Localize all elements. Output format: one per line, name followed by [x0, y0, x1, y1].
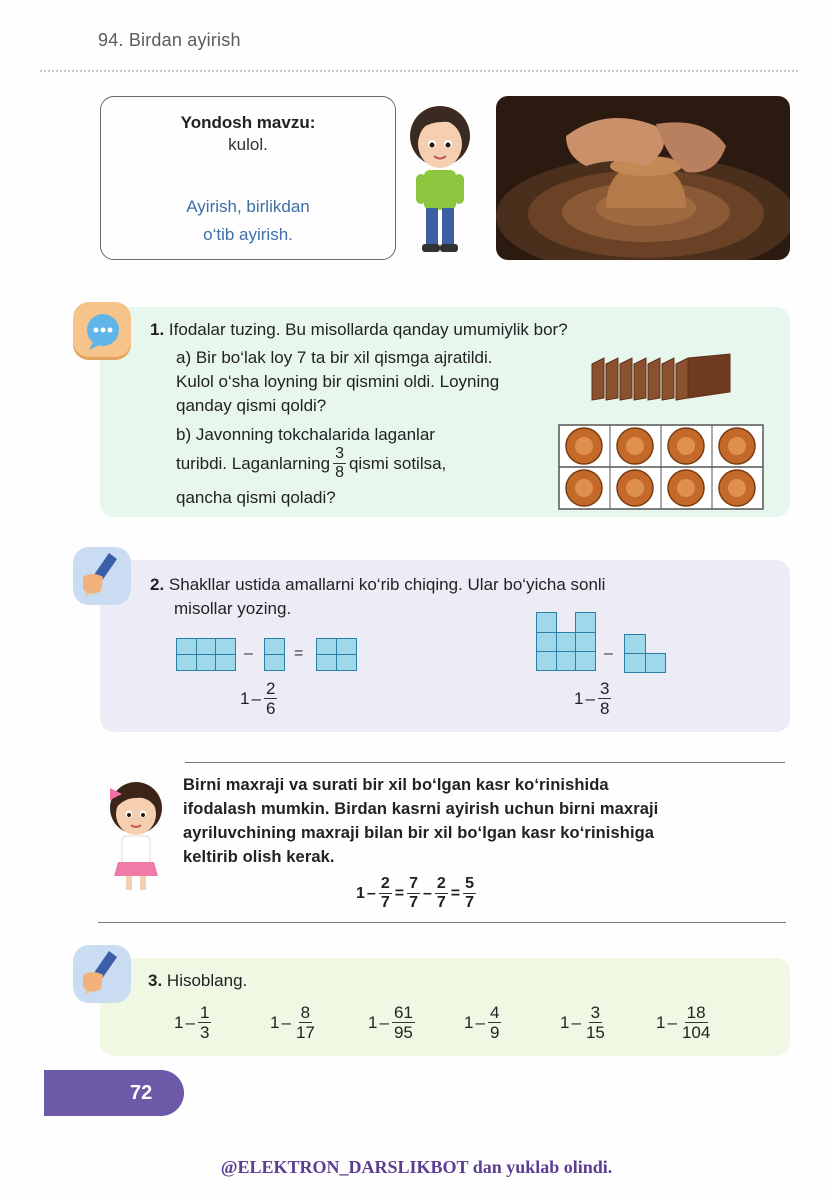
equals-sign: = [294, 645, 304, 662]
task-2-number: 2. [150, 575, 165, 594]
rule-line-1: Birni maxraji va surati bir xil bo‘lgan kasr ko‘rinishida [183, 776, 609, 794]
task-3-item-6: 1 – $\frac{18}{104}$ [656, 1003, 711, 1042]
task-1-b-line-2-a: turibdi. Laganlarning [176, 453, 331, 473]
shape-2x2-grid [316, 638, 356, 670]
fraction-three-eighths [333, 446, 346, 481]
chat-bubble-icon [73, 302, 131, 360]
fraction-numerator: 3 [335, 445, 344, 462]
task-3-item-2: 1 – $\frac{8}{17}$ [270, 1003, 315, 1042]
fraction-two-sixths: $\frac{2}{6}$ [265, 679, 276, 718]
clay-blocks-image [590, 352, 732, 402]
task-1-a-line-2: Kulol o‘sha loyning bir qismini oldi. Loyning [176, 372, 500, 391]
page-number-tab [44, 1070, 184, 1116]
task-1-number: 1. [150, 320, 165, 339]
pencil-hand-icon [73, 945, 131, 1003]
shape-staircase-grid [536, 612, 596, 672]
task-3-item-4: 1 – $\frac{4}{9}$ [464, 1003, 500, 1042]
pottery-photo [496, 96, 790, 260]
pencil-hand-icon [73, 547, 131, 605]
source-watermark: @ELEKTRON_DARSLIKBOT dan yuklab olindi. [220, 1157, 613, 1177]
header-divider [40, 70, 798, 72]
lesson-title: 94. Birdan ayirish [98, 30, 241, 50]
task-3-item-3: 1 – $\frac{61}{95}$ [368, 1003, 413, 1042]
rule-line-3: ayriluvchining maxraji bilan bir xil bo‘lgan kasr ko‘rinishiga [183, 824, 655, 842]
expression-2: 1 – $\frac{3}{8}$ [574, 679, 610, 718]
task-3-title [148, 969, 247, 993]
rule-line-2: ifodalash mumkin. Birdan kasrni ayirish uchun birni maxraji [183, 800, 659, 818]
task-1-b-line-2 [176, 446, 446, 481]
task-3-expressions [170, 1004, 750, 1048]
topic-description [101, 193, 395, 249]
task-2-line-1: Shakllar ustida amallarni ko‘rib chiqing. Ular bo‘yicha sonli [168, 575, 606, 594]
boy-illustration [402, 98, 478, 258]
minus-sign-2: – [604, 645, 613, 662]
girl-illustration [102, 778, 170, 894]
task-1-b-line-1: b) Javonning tokchalarida laganlar [176, 425, 435, 444]
task-3-number: 3. [148, 971, 163, 990]
fraction-three-eighths-2: $\frac{3}{8}$ [599, 679, 610, 718]
shape-1x2-grid [264, 638, 285, 670]
topic-line-1: Ayirish, birlikdan [186, 197, 310, 216]
rule-line-4: keltirib olish kerak. [183, 848, 335, 866]
rule-bottom-line [98, 922, 786, 923]
task-1-a-line-1: a) Bir bo‘lak loy 7 ta bir xil qismga ajratildi. [176, 348, 493, 367]
task-1-a-line-3: qanday qismi qoldi? [176, 396, 327, 415]
rule-example: 1 – $\frac{2}{7}$ = $\frac{7}{7}$ – $\frac{2}{7}$ = $\frac{5}{7}$ [356, 875, 475, 911]
shape-l-grid [624, 634, 666, 674]
pencil-badge [73, 547, 131, 605]
chat-bubble-badge [73, 302, 131, 360]
page-number: 72 [130, 1082, 153, 1104]
shape-3x2-grid [176, 638, 236, 670]
task-3-item-1: 1 – $\frac{1}{3}$ [174, 1003, 210, 1042]
plates-shelf-image [558, 424, 764, 510]
expression-1: 1 – $\frac{2}{6}$ [240, 679, 276, 718]
task-1-question-text: Ifodalar tuzing. Bu misollarda qanday umumiylik bor? [168, 320, 568, 339]
task-3-title-text: Hisoblang. [166, 971, 248, 990]
task-2-line-2: misollar yozing. [174, 599, 292, 618]
topic-line-2: o‘tib ayirish. [203, 225, 293, 244]
task-1-b-line-3: qancha qismi qoladi? [176, 488, 336, 507]
pencil-badge-2 [73, 945, 131, 1003]
topic-subject: kulol. [228, 135, 268, 154]
rule-top-line [185, 762, 785, 763]
topic-box [100, 96, 396, 260]
task-1-part-a [176, 346, 499, 418]
task-1-question [150, 318, 568, 342]
minus-sign: – [244, 645, 253, 662]
rule-text [183, 773, 783, 869]
fraction-denominator: 8 [335, 464, 344, 481]
task-3-item-5: 1 – $\frac{3}{15}$ [560, 1003, 605, 1042]
task-1-b-line-2-b: qismi sotilsa, [348, 453, 447, 473]
topic-heading: Yondosh mavzu: [180, 113, 316, 132]
